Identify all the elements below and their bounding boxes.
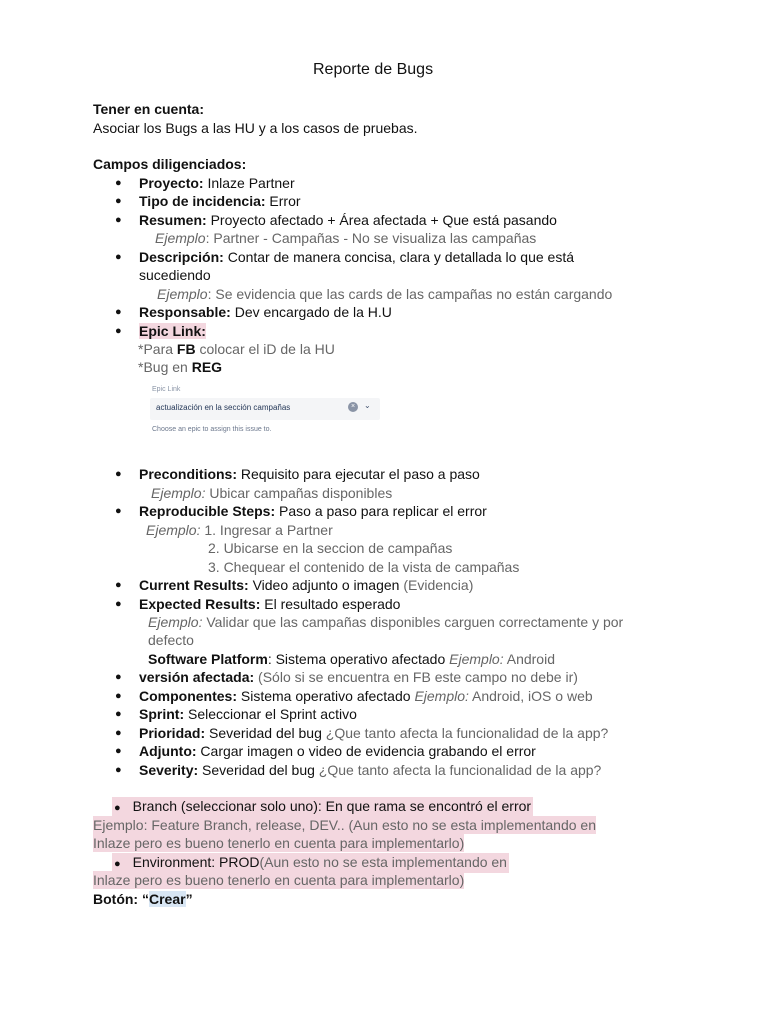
boton-line	[93, 890, 193, 908]
example-label: Ejemplo:	[148, 614, 203, 630]
item-text: Branch (seleccionar solo uno): En que rama se encontró el error	[132, 798, 532, 814]
epic-line-text: *Bug en	[138, 359, 192, 375]
item-current	[139, 576, 473, 594]
item-componentes	[139, 687, 593, 705]
epic-line-bold: FB	[176, 341, 196, 357]
item-label: Current Results:	[139, 577, 249, 593]
example-text: Android, iOS o web	[468, 688, 593, 704]
item-text: Contar de manera concisa, clara y detallada lo que está	[223, 249, 575, 265]
item-label: Prioridad:	[139, 725, 206, 741]
bullet-icon: ●	[115, 764, 122, 776]
item-text: Severidad del bug	[198, 762, 319, 778]
item-text: El resultado esperado	[260, 596, 401, 612]
item-text: Requisito para ejecutar el paso a paso	[237, 466, 480, 482]
item-text: Paso a paso para replicar el error	[275, 503, 487, 519]
bullet-icon: ●	[115, 306, 122, 318]
example-label: Ejemplo:	[414, 688, 469, 704]
epic-mock-hint: Choose an epic to assign this issue to.	[152, 426, 272, 433]
bullet-icon: ●	[115, 579, 122, 591]
page-title: Reporte de Bugs	[313, 61, 434, 78]
item-label: Proyecto:	[139, 175, 204, 191]
resumen-example	[155, 229, 536, 247]
bullet-icon: ●	[115, 671, 122, 683]
bullet-icon: ●	[114, 802, 121, 814]
expected-example	[148, 613, 623, 631]
example-label: Ejemplo	[155, 230, 206, 246]
tener-heading: Tener en cuenta:	[93, 101, 204, 117]
item-proyecto	[139, 174, 295, 192]
item-label: versión afectada:	[139, 669, 255, 685]
descripcion-text-cont: sucediendo	[139, 267, 211, 283]
item-label: Descripción:	[139, 249, 224, 265]
item-label: Sprint:	[139, 706, 185, 722]
item-text: Environment: PROD	[132, 854, 260, 870]
epic-mock-field	[150, 398, 380, 420]
epic-line-bold: REG	[191, 359, 223, 375]
item-environment	[112, 853, 509, 873]
item-label: Adjunto:	[139, 743, 197, 759]
epic-line-text: colocar el iD de la HU	[195, 341, 335, 357]
item-label: Tipo de incidencia:	[139, 193, 266, 209]
item-label: Epic Link:	[139, 323, 206, 339]
example-label: Ejemplo:	[449, 651, 504, 667]
item-adjunto	[139, 742, 536, 760]
environment-note: Inlaze pero es bueno tenerlo en cuenta para implementarlo)	[93, 872, 465, 888]
epic-line-reg	[138, 358, 222, 376]
bullet-icon: ●	[115, 727, 122, 739]
item-steps	[139, 502, 487, 520]
example-text: Validar que las campañas disponibles carguen correctamente y por	[202, 614, 624, 630]
item-version	[139, 668, 578, 686]
bullet-icon: ●	[115, 505, 122, 517]
item-label: Software Platform	[148, 651, 268, 667]
item-text: Inlaze Partner	[203, 175, 295, 191]
item-gray: ¿Que tanto afecta la funcionalidad de la app?	[325, 725, 609, 741]
bullet-icon: ●	[114, 858, 121, 870]
item-label: Reproducible Steps:	[139, 503, 276, 519]
item-text: Video adjunto o imagen	[248, 577, 404, 593]
item-gray: ¿Que tanto afecta la funcionalidad de la app?	[318, 762, 602, 778]
example-label: Ejemplo:	[151, 485, 206, 501]
chevron-down-icon: ⌄	[364, 401, 371, 410]
step-2: 2. Ubicarse en la seccion de campañas	[208, 540, 453, 556]
item-text: Proyecto afectado + Área afectada + Que está pasando	[206, 212, 557, 228]
example-text: Ubicar campañas disponibles	[205, 485, 393, 501]
item-gray: (Aun esto no se esta implementando en	[259, 854, 507, 870]
branch-note-2: Inlaze pero es bueno tenerlo en cuenta para implementarlo)	[93, 835, 465, 851]
item-label: Expected Results:	[139, 596, 261, 612]
item-label: Responsable:	[139, 304, 231, 320]
preconditions-example	[151, 484, 392, 502]
item-text: Error	[265, 193, 301, 209]
item-label: Severity:	[139, 762, 199, 778]
steps-example	[146, 521, 333, 539]
bullet-icon: ●	[115, 690, 122, 702]
bullet-icon: ●	[115, 251, 122, 263]
bullet-icon: ●	[115, 177, 122, 189]
example-label: Ejemplo:	[146, 522, 201, 538]
expected-example-cont: defecto	[148, 632, 194, 648]
item-epic	[139, 322, 206, 340]
tener-text: Asociar los Bugs a las HU y a los casos de pruebas.	[93, 120, 418, 136]
item-branch	[112, 797, 533, 817]
item-descripcion	[139, 248, 574, 266]
bullet-icon: ●	[115, 214, 122, 226]
boton-value: Crear	[148, 891, 186, 907]
item-text: Severidad del bug	[205, 725, 326, 741]
item-sprint	[139, 705, 357, 723]
bullet-icon: ●	[115, 598, 122, 610]
epic-link-screenshot	[148, 386, 384, 438]
item-text: : Sistema operativo afectado	[267, 651, 450, 667]
bullet-icon: ●	[115, 745, 122, 757]
boton-quote: “	[141, 891, 149, 907]
item-text: Sistema operativo afectado	[237, 688, 415, 704]
item-responsable	[139, 303, 392, 321]
step-1: 1. Ingresar a Partner	[200, 522, 333, 538]
item-software	[148, 650, 555, 668]
item-preconditions	[139, 465, 480, 483]
item-severity	[139, 761, 601, 779]
item-label: Resumen:	[139, 212, 207, 228]
campos-heading: Campos diligenciados:	[93, 156, 247, 172]
bullet-icon: ●	[115, 468, 122, 480]
item-text: Cargar imagen o video de evidencia grabando el error	[196, 743, 536, 759]
item-prioridad	[139, 724, 608, 742]
example-label: Ejemplo	[157, 286, 208, 302]
boton-quote: ”	[185, 891, 193, 907]
item-label: Componentes:	[139, 688, 237, 704]
descripcion-example	[157, 285, 612, 303]
item-gray: (Evidencia)	[403, 577, 474, 593]
item-gray: (Sólo si se encuentra en FB este campo no debe ir)	[254, 669, 578, 685]
branch-note-1: Ejemplo: Feature Branch, release, DEV.. (Aun esto no se esta implementando en	[93, 817, 596, 833]
example-text: Android	[503, 651, 555, 667]
item-resumen	[139, 211, 557, 229]
epic-line-text: *Para	[138, 341, 177, 357]
step-3: 3. Chequear el contenido de la vista de campañas	[208, 559, 520, 575]
item-tipo	[139, 192, 301, 210]
clear-icon: ×	[348, 402, 358, 412]
boton-label: Botón:	[93, 891, 142, 907]
bullet-icon: ●	[115, 195, 122, 207]
item-text: Seleccionar el Sprint activo	[184, 706, 357, 722]
item-expected	[139, 595, 400, 613]
item-label: Preconditions:	[139, 466, 238, 482]
item-text: Dev encargado de la H.U	[230, 304, 392, 320]
bullet-icon: ●	[115, 708, 122, 720]
example-text: : Partner - Campañas - No se visualiza las campañas	[205, 230, 537, 246]
bullet-icon: ●	[115, 325, 122, 337]
epic-mock-label: Epic Link	[152, 386, 181, 393]
example-text: : Se evidencia que las cards de las campañas no están cargando	[207, 286, 613, 302]
epic-mock-value: actualización en la sección campañas	[156, 403, 291, 412]
epic-line-fb	[138, 340, 335, 358]
